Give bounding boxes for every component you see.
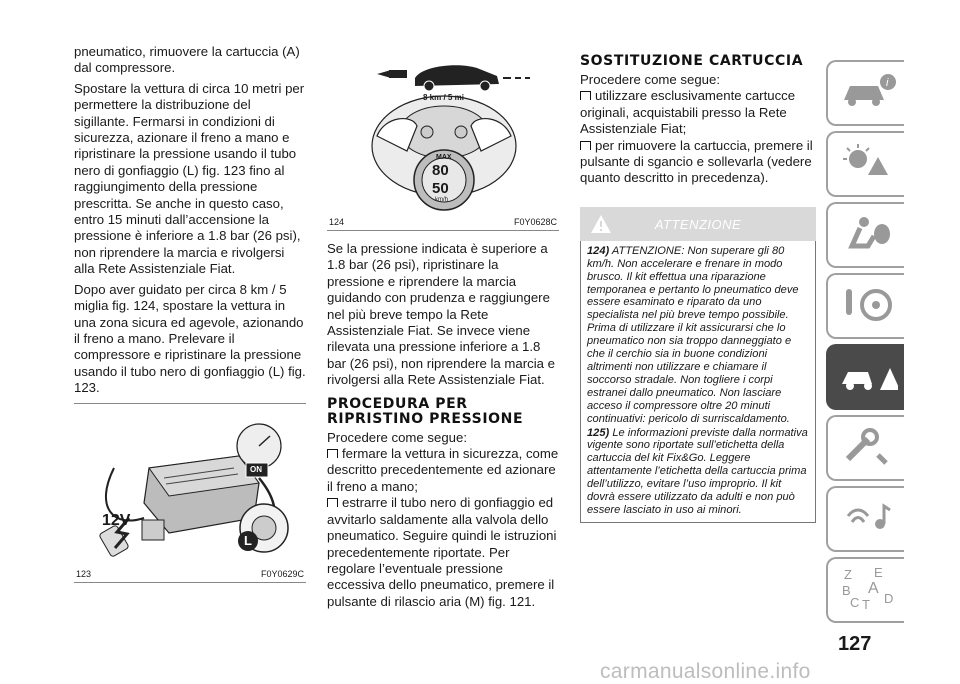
page-number: 127: [838, 633, 872, 655]
label-l: L: [244, 532, 252, 548]
warning-note: 124) ATTENZIONE: Non superare gli 80 km/h. Non accelerare e frenare in modo brusco. Il kit effettua una riparazione temporanea e pertanto lo pneumatico deve essere esaminato e riparato da uno specialista nel più breve tempo possibile. Prima di utilizzare il kit assicurarsi che lo pneumatico non sia troppo danneggiato e che il cerchio sia in buone condizioni altrimenti non utilizzare e chiamare il soccorso stradale. Non togliere i corpi estranei dallo pneumatico. Non lasciare acceso il compressore oltre 20 minuti continuativi: pericolo di surriscaldamento.: [587, 244, 799, 425]
tab-warning-lights[interactable]: [826, 131, 904, 197]
column-middle: [327, 56, 559, 610]
compressor-illustration: [74, 408, 306, 568]
tab-maintenance[interactable]: [826, 415, 904, 481]
warning-header: [580, 207, 816, 241]
max-label: MAX: [436, 154, 452, 161]
list-item: fermare la vettura in sicurezza, come descritto precedentemente ed azionare il freno a mano;: [327, 446, 559, 494]
label-12v: 12V: [102, 511, 131, 529]
bullet-icon: [327, 498, 338, 507]
paragraph: Dopo aver guidato per circa 8 km / 5 miglia fig. 124, spostare la vettura in una zona sicura ed agevole, azionando il freno a mano. Prelevare il compressore e ripristinare la pressione usando il tubo nero di gonfiaggio (L) fig. 123.: [74, 281, 306, 396]
tab-starting-driving[interactable]: [826, 273, 904, 339]
index-icon: [838, 567, 898, 611]
chapter-tabs: [826, 60, 902, 628]
warning-note: 125) Le informazioni previste dalla normativa vigente sono riportate sull’etichetta della cartuccia del kit Fix&Go. Leggere attentamente l’etichetta della cartuccia prima dell’utilizzo, evitare l’uso improprio. Il kit dovrà essere utilizzato da adulti e non può essere lasciato in uso ai minori.: [587, 426, 808, 516]
tab-safety[interactable]: [826, 202, 904, 268]
speed-unit: km/h: [435, 197, 449, 203]
warning-lights-icon: [838, 141, 898, 185]
procedure-intro: Procedere come segue:: [580, 72, 721, 87]
bullet-icon: [580, 91, 591, 100]
procedure-intro: Procedere come segue:: [327, 429, 468, 445]
index-letter: B: [842, 583, 851, 598]
emergency-icon: [838, 354, 898, 398]
tab-index[interactable]: [826, 557, 904, 623]
index-letter: A: [868, 580, 879, 597]
bullet-icon: [327, 449, 338, 458]
tab-emergency[interactable]: [826, 344, 904, 410]
label-on: ON: [250, 464, 262, 474]
index-letter: C: [850, 595, 860, 610]
figure-number: 123: [76, 568, 92, 579]
distance-label: 8 km / 5 mi: [423, 93, 464, 102]
paragraph: Se la pressione indicata è superiore a 1.8 bar (26 psi), ripristinare la pressione e riprendere la marcia guidando con prudenza e raggiungere nel più breve tempo la Rete Assistenziale Fiat. Se invece viene rilevata una pressione inferiore a 1.8 bar (26 psi), non riprendere la marcia e rivolgersi alla Rete Assistenziale Fiat.: [327, 241, 555, 388]
column-left: [74, 44, 306, 583]
car-info-icon: [838, 70, 898, 114]
index-letter: Z: [844, 567, 852, 582]
figure-123: [74, 403, 306, 583]
multimedia-icon: [838, 496, 898, 540]
tab-car-info[interactable]: [826, 60, 904, 126]
maintenance-icon: [838, 425, 898, 469]
speed-bottom: 50: [432, 180, 449, 197]
svg-text:i: i: [886, 77, 889, 89]
speed-top: 80: [432, 162, 449, 179]
tab-multimedia[interactable]: [826, 486, 904, 552]
index-letter: E: [874, 567, 883, 580]
section-heading: SOSTITUZIONE CARTUCCIA: [580, 53, 804, 69]
warning-box: [580, 241, 816, 523]
safety-airbag-icon: [838, 212, 898, 256]
figure-code: F0Y0629C: [260, 568, 304, 579]
starting-driving-icon: [838, 283, 898, 327]
list-item: per rimuovere la cartuccia, premere il pulsante di sgancio e sollevarla (vedere quanto descritto in precedenza).: [580, 137, 813, 186]
section-heading: PROCEDURA PER RIPRISTINO PRESSIONE: [327, 395, 524, 427]
paragraph: pneumatico, rimuovere la cartuccia (A) dal compressore.: [74, 44, 300, 76]
figure-number: 124: [329, 217, 345, 227]
bullet-icon: [580, 141, 591, 150]
index-letter: T: [862, 597, 870, 611]
warning-title: ATTENZIONE: [654, 216, 742, 232]
column-right: [580, 54, 816, 523]
figure-code: F0Y0628C: [513, 217, 557, 227]
list-item: estrarre il tubo nero di gonfiaggio ed avvitarlo saldamente alla valvola dello pneumatico. Seguire quindi le istruzioni precedentemente riportate. Per regolare l’eventuale pressione eccessiva dello pneumatico, premere il pulsante di rilascio aria (M) fig. 121.: [327, 495, 557, 609]
paragraph: Spostare la vettura di circa 10 metri per permettere la distribuzione del sigillante. Fermarsi in condizioni di sicurezza, azionare il freno a mano e ripristinare la pressione usando il tubo nero di gonfiaggio (L) fig. 123 fino al raggiungimento della pressione prescritta. Se anche in questo caso, entro 15 minuti dall’accensione la pressione è inferiore a 1.8 bar (26 psi), non riprendere la marcia e rivolgersi alla Rete Assistenziale Fiat.: [74, 80, 305, 277]
figure-124: [327, 56, 559, 231]
list-item: utilizzare esclusivamente cartucce originali, acquistabili presso la Rete Assistenziale Fiat;: [580, 88, 796, 137]
watermark: carmanualsonline.info: [600, 660, 811, 683]
index-letter: D: [884, 591, 894, 606]
